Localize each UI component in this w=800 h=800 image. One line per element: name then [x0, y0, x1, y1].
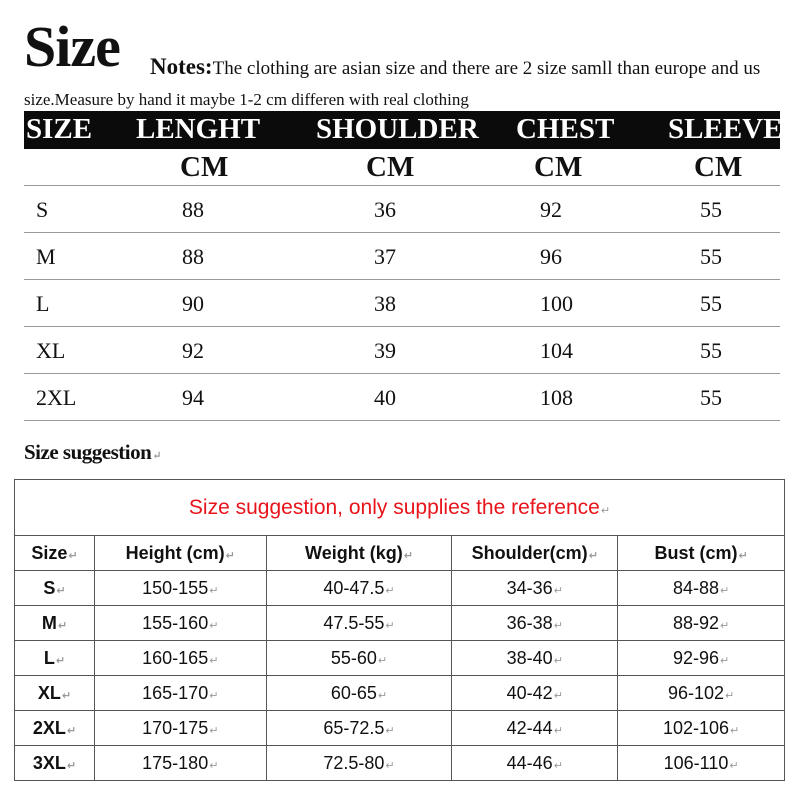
- cell-text: 42-44: [506, 717, 553, 738]
- cell-weight: [266, 571, 452, 606]
- cell-height: [94, 711, 266, 746]
- cell-text: 38-40: [506, 647, 553, 668]
- cell-shoulder: 39: [374, 338, 396, 363]
- header-size: Size: [31, 542, 68, 563]
- cell-text: 92-96: [672, 647, 720, 668]
- cell-text: 3XL: [32, 752, 66, 773]
- cell-shoulder: 38: [374, 291, 396, 316]
- cell-text: 84-88: [672, 577, 720, 598]
- table-row: [24, 280, 780, 327]
- cell-height: [94, 676, 266, 711]
- header-sleeve: SLEEVE: [668, 113, 783, 145]
- header-cell: [266, 536, 452, 571]
- cell-shoulder: [452, 641, 618, 676]
- cell-chest: 96: [540, 244, 562, 269]
- cell-shoulder: [452, 606, 618, 641]
- cell-length: 92: [182, 338, 204, 363]
- cell-text: 155-160: [142, 612, 209, 633]
- cell-size: [15, 571, 95, 606]
- cell-size: [15, 746, 95, 781]
- header-height: Height (cm): [125, 542, 225, 563]
- return-mark-icon: ↵: [385, 584, 395, 597]
- cell-text: 165-170: [142, 682, 209, 703]
- cell-bust: [618, 606, 785, 641]
- cell-size: 2XL: [36, 385, 77, 410]
- cell-shoulder: 36: [374, 197, 396, 222]
- cell-text: 44-46: [506, 752, 553, 773]
- return-mark-icon: ↵: [553, 654, 563, 667]
- return-mark-icon: ↵: [152, 450, 161, 462]
- suggestion-heading: [24, 440, 161, 465]
- return-mark-icon: ↵: [725, 689, 735, 702]
- cell-sleeve: 55: [700, 244, 722, 269]
- cell-text: M: [41, 612, 57, 633]
- return-mark-icon: ↵: [403, 549, 413, 562]
- suggestion-caption: [15, 480, 785, 536]
- table-row: [15, 606, 785, 641]
- cell-length: 90: [182, 291, 204, 316]
- cell-text: 170-175: [142, 717, 209, 738]
- cell-text: 40-47.5: [323, 577, 385, 598]
- header-cell: [15, 536, 95, 571]
- return-mark-icon: ↵: [553, 724, 563, 737]
- cell-size: [15, 676, 95, 711]
- return-mark-icon: ↵: [209, 759, 219, 772]
- cell-weight: [266, 746, 452, 781]
- header-weight: Weight (kg): [305, 542, 403, 563]
- cell-weight: [266, 711, 452, 746]
- return-mark-icon: ↵: [377, 689, 388, 702]
- return-mark-icon: ↵: [209, 584, 219, 597]
- return-mark-icon: ↵: [730, 724, 740, 737]
- cell-size: S: [36, 197, 49, 222]
- cell-bust: [618, 641, 785, 676]
- cell-size: [15, 606, 95, 641]
- cell-weight: [266, 676, 452, 711]
- return-mark-icon: ↵: [209, 724, 219, 737]
- header-size: SIZE: [26, 113, 93, 145]
- return-mark-icon: ↵: [66, 724, 77, 737]
- return-mark-icon: ↵: [209, 654, 219, 667]
- return-mark-icon: ↵: [209, 689, 219, 702]
- header-chest: CHEST: [516, 113, 615, 145]
- return-mark-icon: ↵: [600, 504, 611, 517]
- cell-text: 96-102: [667, 682, 725, 703]
- cell-bust: [618, 571, 785, 606]
- cell-sleeve: 55: [700, 338, 722, 363]
- cell-size: [15, 641, 95, 676]
- cell-shoulder: 40: [374, 385, 396, 410]
- return-mark-icon: ↵: [720, 619, 730, 632]
- cell-text: 36-38: [506, 612, 553, 633]
- cell-shoulder: [452, 676, 618, 711]
- return-mark-icon: ↵: [56, 584, 66, 597]
- cell-bust: [618, 711, 785, 746]
- cell-text: 65-72.5: [323, 717, 385, 738]
- suggestion-header-row: [15, 536, 785, 571]
- table-row: [15, 641, 785, 676]
- cell-text: 72.5-80: [323, 752, 385, 773]
- unit-chest: CM: [534, 151, 583, 183]
- cell-text: 150-155: [142, 577, 209, 598]
- suggestion-table: [14, 479, 785, 781]
- return-mark-icon: ↵: [68, 549, 78, 562]
- suggestion-heading-text: Size suggestion: [24, 440, 152, 464]
- table-row: [24, 374, 780, 421]
- cell-sleeve: 55: [700, 197, 722, 222]
- size-table: [24, 111, 783, 421]
- return-mark-icon: ↵: [729, 759, 739, 772]
- return-mark-icon: ↵: [553, 619, 563, 632]
- cell-text: 55-60: [330, 647, 377, 668]
- return-mark-icon: ↵: [66, 759, 77, 772]
- cell-shoulder: [452, 711, 618, 746]
- cell-text: 60-65: [330, 682, 377, 703]
- return-mark-icon: ↵: [57, 619, 68, 632]
- table-row: [24, 327, 780, 374]
- table-row: [15, 746, 785, 781]
- header-shoulder: SHOULDER: [316, 113, 479, 145]
- return-mark-icon: ↵: [61, 689, 72, 702]
- cell-size: [15, 711, 95, 746]
- header-cell: [618, 536, 785, 571]
- cell-text: 106-110: [663, 752, 729, 773]
- table-row: [15, 571, 785, 606]
- return-mark-icon: ↵: [385, 619, 395, 632]
- table-row: [15, 676, 785, 711]
- unit-shoulder: CM: [366, 151, 415, 183]
- header-bust: Bust (cm): [654, 542, 738, 563]
- notes-label: Notes:: [150, 54, 213, 79]
- cell-text: 102-106: [662, 717, 730, 738]
- cell-sleeve: 55: [700, 385, 722, 410]
- cell-text: 160-165: [142, 647, 209, 668]
- cell-text: L: [43, 647, 55, 668]
- notes-line-2: size.Measure by hand it maybe 1-2 cm differen with real clothing: [24, 90, 469, 109]
- cell-text: 40-42: [506, 682, 553, 703]
- header-length: LENGHT: [136, 113, 261, 145]
- header-cell: [452, 536, 618, 571]
- cell-weight: [266, 641, 452, 676]
- cell-text: 34-36: [506, 577, 553, 598]
- return-mark-icon: ↵: [377, 654, 388, 667]
- return-mark-icon: ↵: [553, 689, 563, 702]
- cell-text: 88-92: [672, 612, 720, 633]
- page-title: Size: [24, 14, 120, 79]
- return-mark-icon: ↵: [553, 759, 563, 772]
- cell-height: [94, 746, 266, 781]
- notes-text-1: The clothing are asian size and there are 2 size samll than europe and us: [212, 58, 761, 79]
- return-mark-icon: ↵: [738, 549, 748, 562]
- cell-shoulder: [452, 571, 618, 606]
- cell-size: M: [36, 244, 56, 269]
- cell-height: [94, 571, 266, 606]
- table-row: [24, 185, 780, 233]
- return-mark-icon: ↵: [720, 584, 730, 597]
- cell-bust: [618, 746, 785, 781]
- return-mark-icon: ↵: [385, 724, 395, 737]
- return-mark-icon: ↵: [720, 654, 730, 667]
- cell-text: XL: [37, 682, 61, 703]
- size-table-units: [24, 149, 780, 185]
- size-table-header: [24, 111, 783, 149]
- cell-chest: 92: [540, 197, 562, 222]
- cell-length: 94: [182, 385, 204, 410]
- return-mark-icon: ↵: [385, 759, 395, 772]
- cell-shoulder: [452, 746, 618, 781]
- cell-text: S: [43, 577, 56, 598]
- cell-text: 175-180: [142, 752, 209, 773]
- cell-bust: [618, 676, 785, 711]
- return-mark-icon: ↵: [225, 549, 235, 562]
- cell-text: 2XL: [32, 717, 66, 738]
- cell-sleeve: 55: [700, 291, 722, 316]
- cell-size: XL: [36, 338, 66, 363]
- return-mark-icon: ↵: [588, 549, 598, 562]
- table-row: [24, 233, 780, 280]
- cell-length: 88: [182, 197, 204, 222]
- cell-size: L: [36, 291, 50, 316]
- table-row: [15, 711, 785, 746]
- notes-line-1: [150, 54, 760, 80]
- unit-length: CM: [180, 151, 229, 183]
- cell-chest: 100: [540, 291, 573, 316]
- cell-height: [94, 641, 266, 676]
- suggestion-caption-text: Size suggestion, only supplies the reference: [188, 495, 600, 519]
- return-mark-icon: ↵: [553, 584, 563, 597]
- header-cell: [94, 536, 266, 571]
- header-shoulder: Shoulder(cm): [471, 542, 588, 563]
- cell-height: [94, 606, 266, 641]
- return-mark-icon: ↵: [55, 654, 66, 667]
- cell-weight: [266, 606, 452, 641]
- cell-text: 47.5-55: [323, 612, 385, 633]
- cell-chest: 104: [540, 338, 573, 363]
- cell-length: 88: [182, 244, 204, 269]
- return-mark-icon: ↵: [209, 619, 219, 632]
- unit-sleeve: CM: [694, 151, 743, 183]
- cell-shoulder: 37: [374, 244, 396, 269]
- cell-chest: 108: [540, 385, 573, 410]
